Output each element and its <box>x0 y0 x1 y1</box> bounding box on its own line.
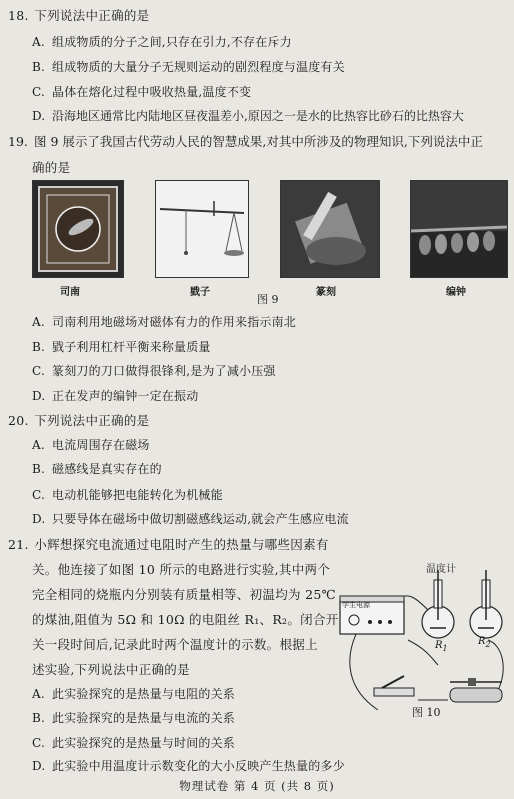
caption-carving: 篆刻 <box>316 287 336 298</box>
q18-number: 18. <box>8 8 29 23</box>
bells-photo <box>410 180 508 278</box>
q19-option-a: A. 司南利用地磁场对磁体有力的作用来指示南北 <box>32 315 297 329</box>
q21-number: 21. <box>8 537 29 552</box>
q19-option-b: B. 戥子利用杠杆平衡来称量质量 <box>32 340 211 354</box>
balance-scale-icon <box>156 181 248 277</box>
q18-option-b: B. 组成物质的大量分子无规则运动的剧烈程度与温度有关 <box>32 60 345 74</box>
carving-photo <box>280 180 380 278</box>
carving-knife-icon <box>281 181 379 277</box>
q21-line-1: 小辉想探究电流通过电阻时产生的热量与哪些因素有 <box>34 537 329 552</box>
resistor-r1-label: $R_1$ <box>435 640 448 653</box>
q18-stem <box>8 6 149 24</box>
compass-photo <box>32 180 124 278</box>
q21-line-3: 完全相同的烧瓶内分别装有质量相等、初温均为 25℃ <box>32 587 336 602</box>
figure-9-label: 图 9 <box>257 293 279 306</box>
q21-option-b: B. 此实验探究的是热量与电流的关系 <box>32 711 236 725</box>
resistor-r2-label: $R_2$ <box>478 636 491 649</box>
q19-option-d: D. 正在发声的编钟一定在振动 <box>32 389 199 403</box>
q21-stem <box>8 535 329 553</box>
q20-number: 20. <box>8 413 29 428</box>
q19-stem-line1: 图 9 展示了我国古代劳动人民的智慧成果,对其中所涉及的物理知识,下列说法中正 <box>33 134 483 149</box>
balance-photo <box>155 180 249 278</box>
power-supply-label: 学生电源 <box>342 601 370 609</box>
q21-line-4: 的煤油,阻值为 5Ω 和 10Ω 的电阻丝 R₁、R₂。闭合开 <box>32 612 339 627</box>
q21-line-5: 关一段时间后,记录此时两个温度计的示数。根据上 <box>32 637 318 652</box>
q20-stem-text: 下列说法中正确的是 <box>34 413 150 428</box>
caption-bells: 编钟 <box>446 287 466 298</box>
q20-option-b: B. 磁感线是真实存在的 <box>32 462 162 476</box>
q21-option-c: C. 此实验探究的是热量与时间的关系 <box>32 736 236 750</box>
q18-stem-text: 下列说法中正确的是 <box>34 8 150 23</box>
q18-option-c: C. 晶体在熔化过程中吸收热量,温度不变 <box>32 85 252 99</box>
q19-stem <box>8 132 483 150</box>
figure-10-label: 图 10 <box>412 706 441 719</box>
caption-balance: 戥子 <box>190 287 210 298</box>
q21-line-2: 关。他连接了如图 10 所示的电路进行实验,其中两个 <box>32 562 331 577</box>
thermometer-label: 温度计 <box>426 564 456 575</box>
q20-option-a: A. 电流周围存在磁场 <box>32 438 150 452</box>
q20-option-c: C. 电动机能够把电能转化为机械能 <box>32 488 223 502</box>
q19-number: 19. <box>8 134 28 149</box>
q19-stem-line2: 确的是 <box>32 160 71 175</box>
compass-icon <box>33 181 123 277</box>
q20-stem <box>8 411 149 429</box>
caption-compass: 司南 <box>60 287 80 298</box>
q18-option-d: D. 沿海地区通常比内陆地区昼夜温差小,原因之一是水的比热容比砂石的比热容大 <box>32 109 464 123</box>
q19-option-c: C. 篆刻刀的刀口做得很锋利,是为了减小压强 <box>32 364 276 378</box>
q18-option-a: A. 组成物质的分子之间,只存在引力,不存在斥力 <box>32 35 292 49</box>
q21-option-d: D. 此实验中用温度计示数变化的大小反映产生热量的多少 <box>32 759 345 773</box>
circuit-figure <box>338 560 510 720</box>
q21-option-a: A. 此实验探究的是热量与电阻的关系 <box>32 687 236 701</box>
bells-icon <box>411 181 507 277</box>
page-footer: 物理试卷 第 4 页 (共 8 页) <box>179 779 335 793</box>
q21-line-6: 述实验,下列说法中正确的是 <box>32 662 190 677</box>
q20-option-d: D. 只要导体在磁场中做切割磁感线运动,就会产生感应电流 <box>32 512 349 526</box>
